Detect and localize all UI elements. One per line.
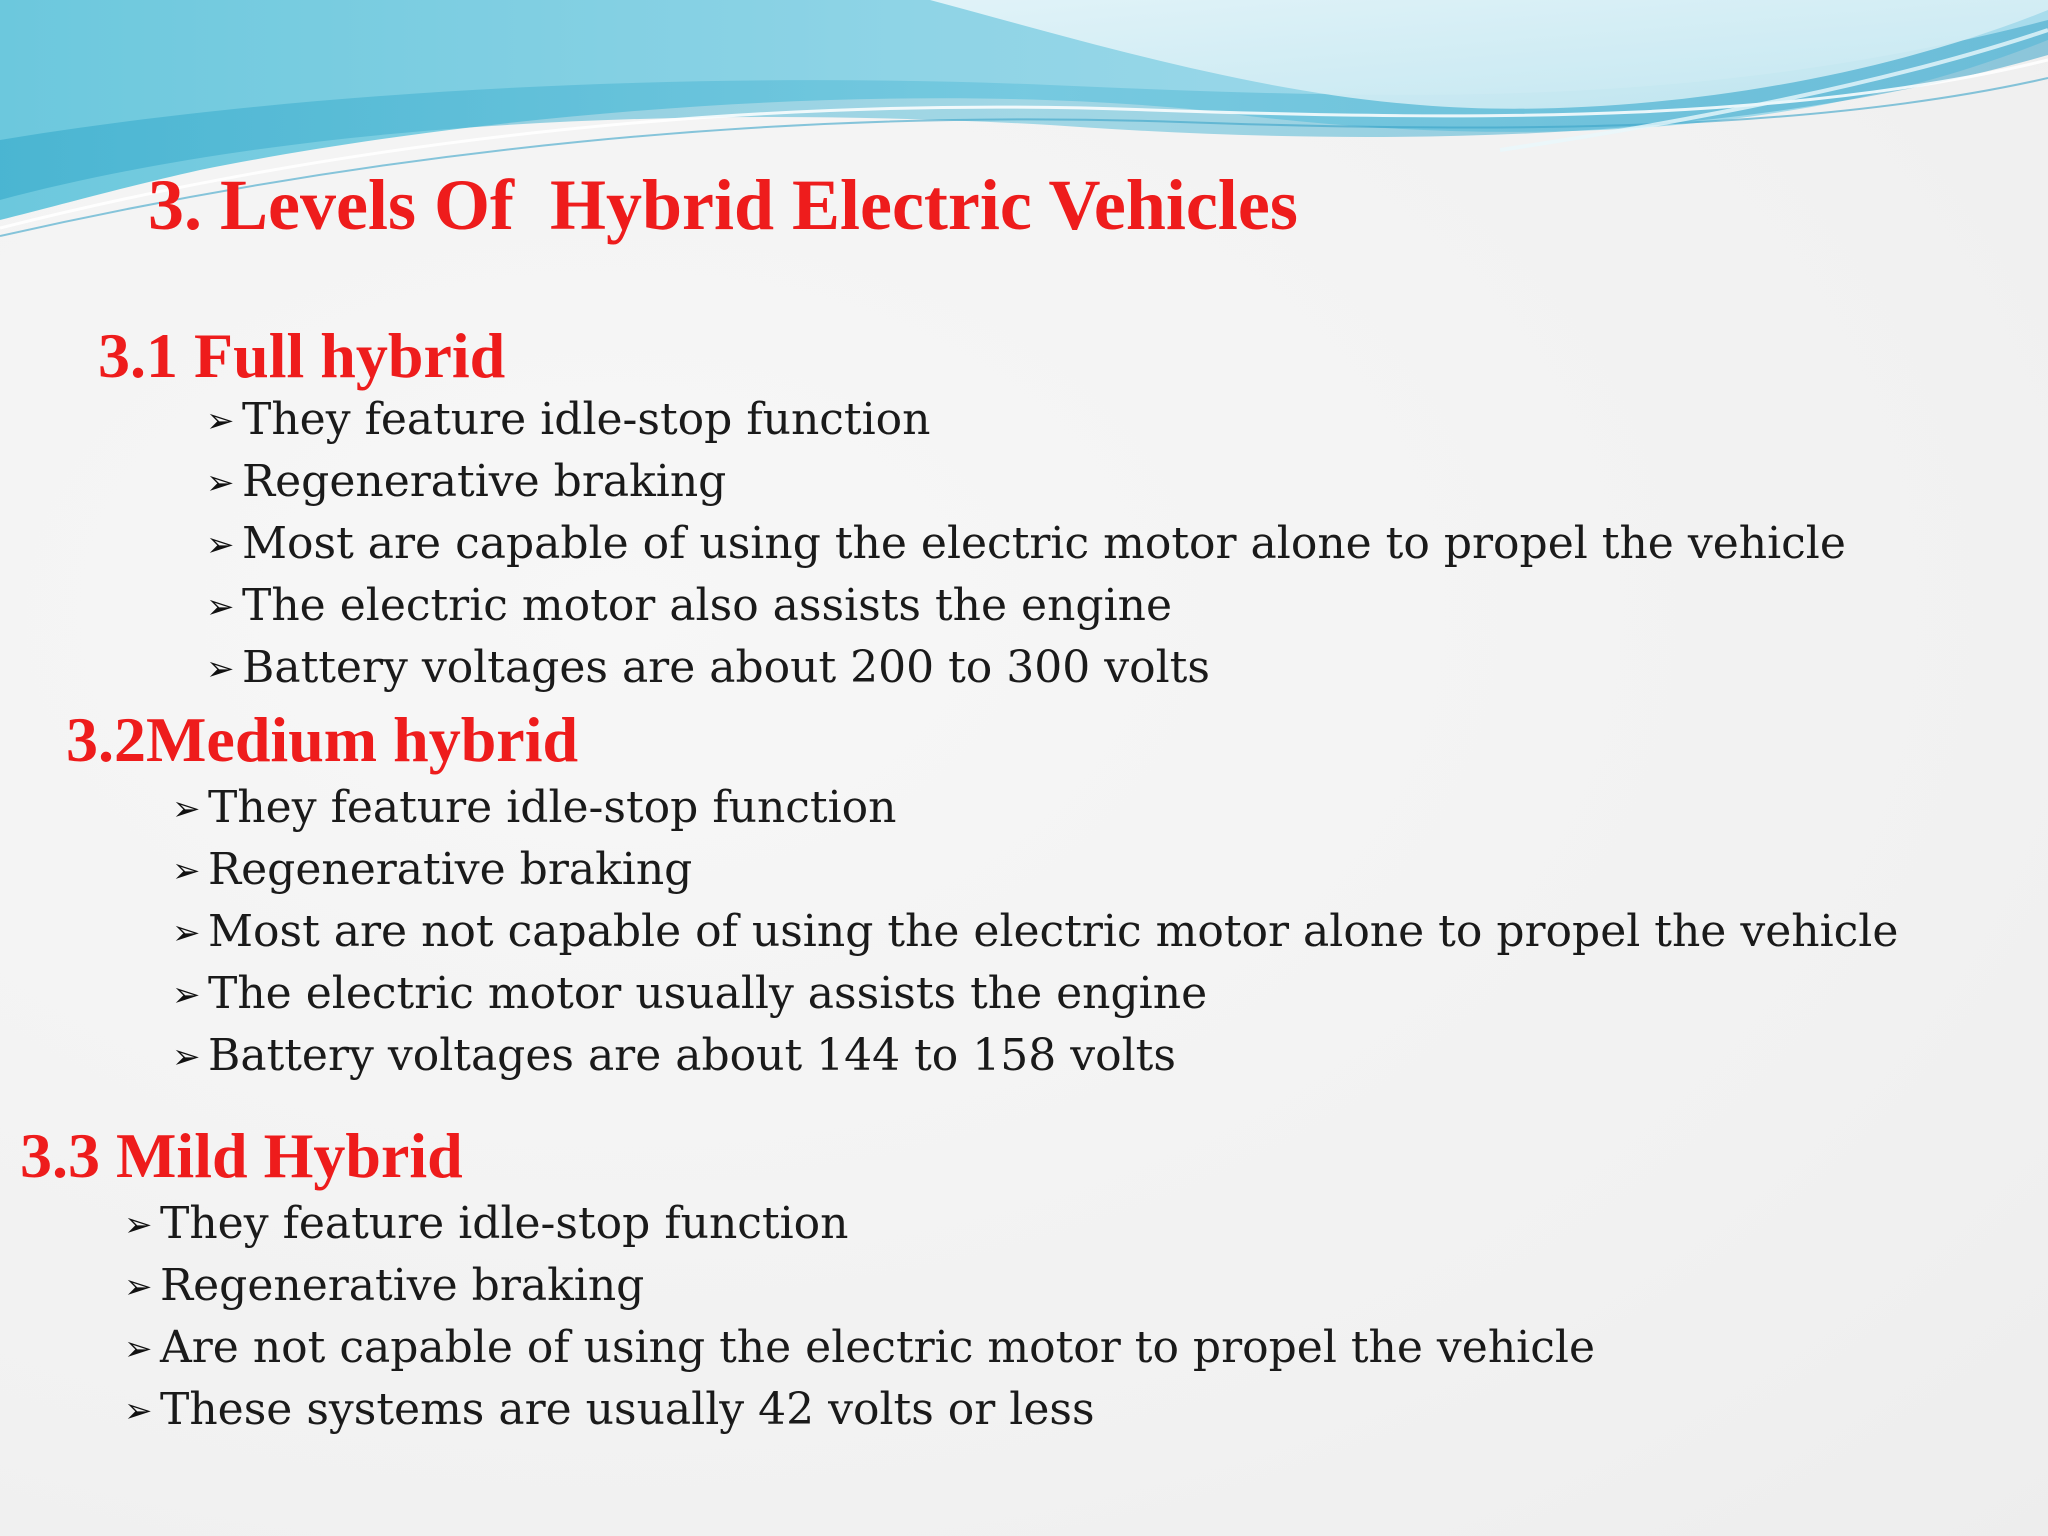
bullet-list (124, 1198, 2000, 1446)
arrowhead-bullet-icon: ➢ (172, 913, 201, 953)
arrowhead-bullet-icon: ➢ (124, 1205, 153, 1245)
list-item-text: Are not capable of using the electric motor to propel the vehicle (160, 1322, 1595, 1373)
list-item-text: They feature idle-stop function (208, 782, 897, 833)
section-heading: 3.3 Mild Hybrid (20, 1120, 463, 1191)
list-item-text: The electric motor also assists the engine (242, 580, 1173, 631)
bullet-list (206, 394, 2000, 704)
arrowhead-bullet-icon: ➢ (206, 587, 235, 627)
list-item (124, 1322, 2000, 1384)
section-heading: 3.2Medium hybrid (66, 704, 579, 775)
list-item-text: They feature idle-stop function (160, 1198, 849, 1249)
arrowhead-bullet-icon: ➢ (172, 851, 201, 891)
list-item (172, 782, 2000, 844)
list-item (172, 844, 2000, 906)
list-item (172, 1030, 2000, 1092)
section-heading: 3.1 Full hybrid (98, 320, 506, 391)
list-item (124, 1384, 2000, 1446)
arrowhead-bullet-icon: ➢ (172, 789, 201, 829)
arrowhead-bullet-icon: ➢ (124, 1391, 153, 1431)
section-medium-hybrid (0, 702, 2000, 1092)
arrowhead-bullet-icon: ➢ (206, 463, 235, 503)
page-title: 3. Levels Of Hybrid Electric Vehicles (148, 165, 1298, 245)
list-item-text: Most are capable of using the electric motor alone to propel the vehicle (242, 518, 1846, 569)
list-item (124, 1260, 2000, 1322)
list-item (124, 1198, 2000, 1260)
list-item (172, 968, 2000, 1030)
section-full-hybrid (0, 318, 2000, 704)
arrowhead-bullet-icon: ➢ (206, 401, 235, 441)
list-item-text: Battery voltages are about 200 to 300 volts (242, 642, 1210, 693)
list-item-text: Regenerative braking (208, 844, 693, 895)
bullet-list (172, 782, 2000, 1092)
arrowhead-bullet-icon: ➢ (124, 1329, 153, 1369)
arrowhead-bullet-icon: ➢ (172, 1037, 201, 1077)
list-item (172, 906, 2000, 968)
list-item (206, 394, 2000, 456)
list-item-text: Regenerative braking (160, 1260, 645, 1311)
list-item-text: Regenerative braking (242, 456, 727, 507)
arrowhead-bullet-icon: ➢ (124, 1267, 153, 1307)
section-mild-hybrid (0, 1118, 2000, 1446)
list-item-text: These systems are usually 42 volts or less (160, 1384, 1095, 1435)
arrowhead-bullet-icon: ➢ (206, 525, 235, 565)
arrowhead-bullet-icon: ➢ (206, 649, 235, 689)
list-item-text: Most are not capable of using the electric motor alone to propel the vehicle (208, 906, 1899, 957)
list-item-text: Battery voltages are about 144 to 158 volts (208, 1030, 1176, 1081)
list-item (206, 518, 2000, 580)
arrowhead-bullet-icon: ➢ (172, 975, 201, 1015)
list-item-text: The electric motor usually assists the engine (208, 968, 1208, 1019)
list-item (206, 642, 2000, 704)
list-item (206, 580, 2000, 642)
list-item-text: They feature idle-stop function (242, 394, 931, 445)
list-item (206, 456, 2000, 518)
